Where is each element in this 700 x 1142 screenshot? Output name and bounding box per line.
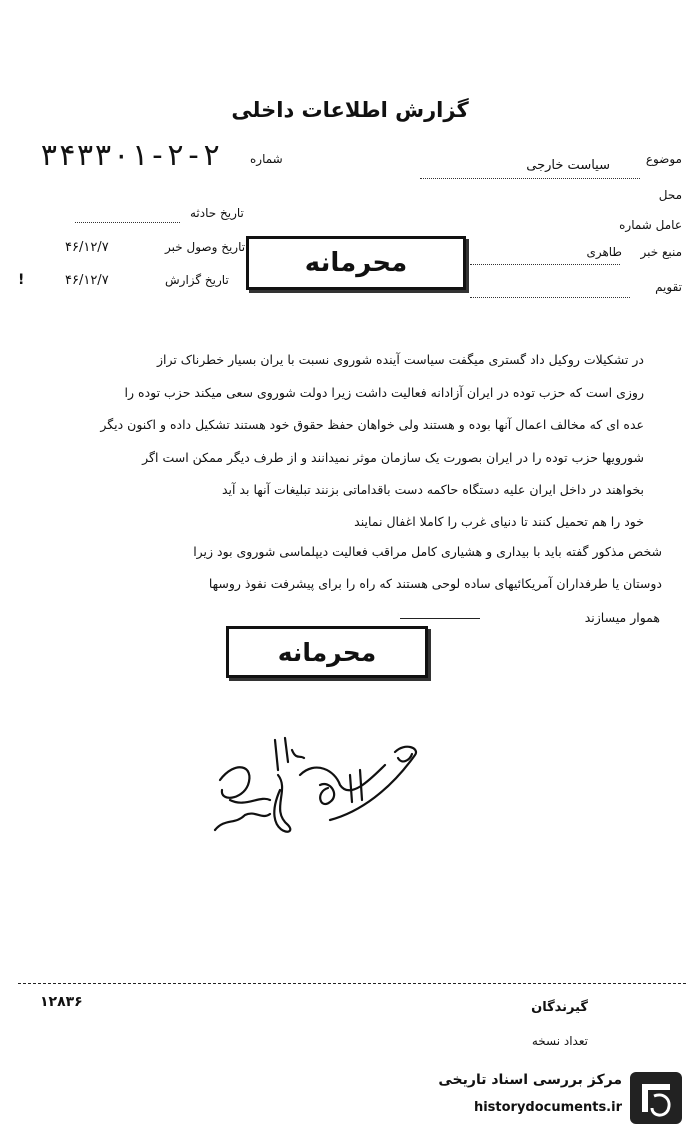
receipt-date-label: تاریخ وصول خبر: [165, 240, 246, 254]
subject-line: [420, 176, 640, 179]
body-line: بخواهند در داخل ایران علیه دستگاه حاکمه دست باقداماتی بزنند تبلیغات آنها بد آید: [222, 482, 644, 497]
report-title: گزارش اطلاعات داخلی: [231, 98, 469, 122]
brand-url: historydocuments.ir: [473, 1100, 622, 1115]
copies-label: تعداد نسخه: [531, 1034, 588, 1048]
body-line: شخص مذکور گفته باید با بیداری و هشیاری کامل مراقب فعالیت دیپلماسی شوروی بود زیرا: [193, 544, 662, 559]
informant-value: طاهری: [586, 245, 622, 259]
informant-line: [470, 262, 620, 265]
signature: [200, 730, 430, 850]
recipients-label: گیرندگان: [531, 1000, 588, 1015]
body-line: هموار میسازند: [584, 610, 660, 625]
report-number-label: شماره: [250, 152, 283, 166]
watermark-logo: [400, 1064, 690, 1134]
report-number-value: ۳۴۳۳۰۱-۲-۲: [40, 138, 221, 173]
body-line: عده ای که مخالف اعمال آنها بوده و هستند ولی خواهان حفظ حقوق خود هستند تشکیل داده و اکنون دیگر: [100, 417, 644, 432]
informant-label: منبع خبر: [640, 245, 682, 259]
brand-name: مرکز بررسی اسناد تاریخی: [438, 1072, 622, 1088]
confidential-stamp-bottom: محرمانه: [226, 626, 428, 678]
body-line: روزی است که حزب توده در ایران آزادانه فعالیت داشت زیرا دولت شوروی سعی میکند حزب توده را: [124, 385, 644, 400]
body-line: در تشکیلات روکیل داد گستری میگفت سیاست آینده شوروی نسبت با یران بسیار خطرناک تراز: [156, 352, 644, 367]
incident-date-line: [75, 220, 180, 223]
subject-value: سیاست خارجی: [526, 158, 610, 173]
report-date-value: ۴۶/۱۲/۷: [65, 273, 109, 288]
confidential-stamp-top: محرمانه: [246, 236, 466, 290]
body-line: شورویها حزب توده را در ایران بصورت یک سازمان موثر نمیدانند و از طرف دیگر ممکن است اگر: [142, 450, 644, 465]
body-line: خود را هم تحمیل کنند تا دنیای غرب را کاملا اغفال نمایند: [354, 514, 644, 529]
evaluation-line: [470, 295, 630, 298]
subject-label: موضوع: [645, 152, 682, 166]
brand-emblem-icon: [628, 1070, 684, 1126]
body-line: دوستان یا طرفداران آمریکائیهای ساده لوحی هستند که راه را برای پیشرفت نفوذ روسها: [208, 576, 662, 591]
source-label: عامل شماره: [619, 218, 682, 232]
archive-number: ۱۲۸۳۶: [40, 994, 83, 1010]
report-date-label: تاریخ گزارش: [165, 273, 229, 287]
receipt-date-value: ۴۶/۱۲/۷: [65, 240, 109, 255]
evaluation-label: تقویم: [655, 280, 682, 294]
closing-line: [400, 618, 480, 619]
place-label: محل: [658, 188, 682, 202]
margin-mark: !: [18, 272, 25, 288]
footer-divider: [18, 983, 686, 984]
incident-date-label: تاریخ حادثه: [190, 206, 244, 220]
